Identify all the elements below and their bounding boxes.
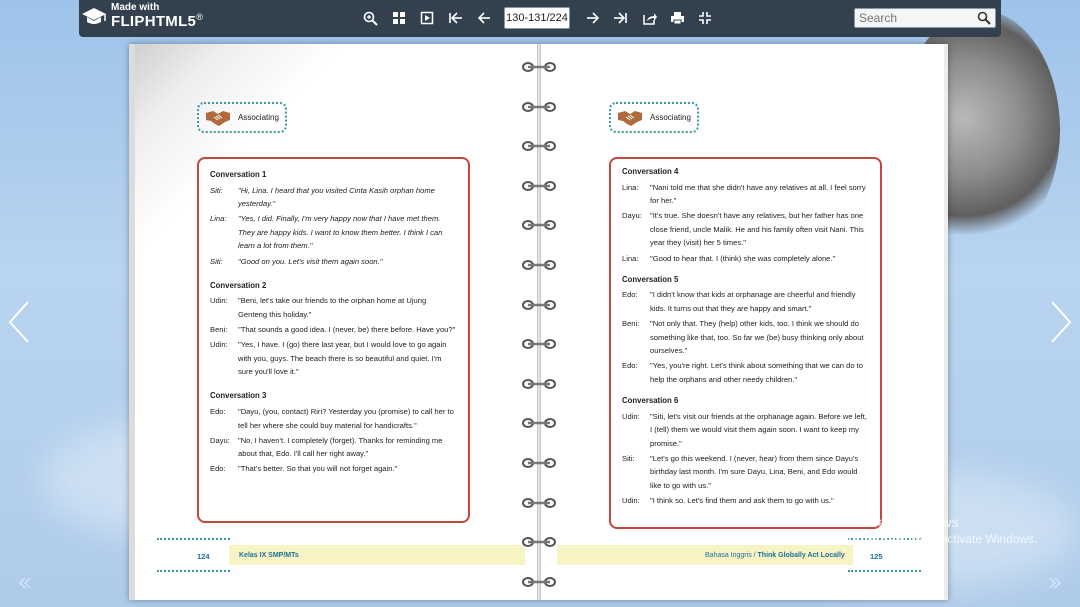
logo-brand: FLIPHTML5® bbox=[111, 12, 204, 30]
conversation-box bbox=[609, 157, 882, 529]
next-page-icon bbox=[585, 11, 600, 25]
dialogue-line bbox=[622, 288, 869, 315]
utterance: "Hi, Lina. I heard that you visited Cinta Kasih orphan home yesterday." bbox=[238, 185, 435, 209]
dialogue-line bbox=[622, 209, 869, 250]
speaker: Dayu: bbox=[622, 211, 642, 221]
conversation-1 bbox=[210, 168, 457, 268]
speaker: Udin: bbox=[210, 340, 228, 350]
spiral-ring bbox=[521, 534, 557, 544]
utterance: "It's true. She doesn't have any relatives, but her father has one close friend, uncle Malik. He and his family often visit Nani. This year they (visit) her 5 times." bbox=[650, 211, 864, 248]
utterance: "I didn't know that kids at orphanage are cheerful and friendly kids. It turns out that they are happy and smart." bbox=[650, 290, 856, 313]
handshake-icon bbox=[617, 109, 643, 127]
speaker: Lina: bbox=[622, 253, 639, 263]
toolbar bbox=[79, 0, 1001, 37]
conversation-title: Conversation 5 bbox=[622, 274, 679, 284]
utterance: "That sounds a good idea. I (never, be) there before. Have you?" bbox=[238, 324, 456, 334]
utterance: "Good on you. Let's visit them again soon." bbox=[238, 256, 383, 266]
share-icon bbox=[642, 11, 657, 25]
next-page-button[interactable] bbox=[582, 8, 602, 28]
associating-tag bbox=[609, 102, 699, 133]
last-page-icon bbox=[613, 11, 628, 25]
dialogue-line bbox=[622, 317, 869, 358]
first-page-icon bbox=[448, 11, 463, 25]
utterance: "Good to hear that. I (think) she was completely alone." bbox=[650, 253, 836, 263]
conversation-title: Conversation 4 bbox=[622, 167, 679, 176]
previous-page-button[interactable] bbox=[474, 8, 494, 28]
spiral-ring bbox=[521, 376, 557, 386]
graduation-cap-icon bbox=[81, 6, 107, 28]
dialogue-line bbox=[210, 462, 457, 476]
first-page-corner-button[interactable] bbox=[18, 576, 32, 588]
page-number-frame bbox=[157, 538, 230, 572]
speaker: Udin: bbox=[622, 411, 640, 421]
double-chevron-right-icon bbox=[1048, 577, 1062, 589]
single-page-button[interactable] bbox=[417, 8, 437, 28]
previous-page-arrow[interactable] bbox=[6, 300, 32, 344]
dialogue-line bbox=[622, 181, 869, 208]
fullscreen-button[interactable] bbox=[695, 8, 715, 28]
chevron-left-icon bbox=[6, 300, 32, 344]
dialogue-line bbox=[210, 434, 457, 461]
dialogue-line bbox=[622, 252, 869, 266]
conversation-5 bbox=[622, 273, 869, 387]
footer-text: Bahasa Inggris / Think Globally Act Locally bbox=[705, 552, 845, 559]
dialogue-line bbox=[210, 255, 457, 269]
utterance: "Yes, I have. I (go) there last year, but I would love to go again with you, guys. The beach there is so beautiful and quiet. I'm sure you'll love it." bbox=[238, 340, 447, 377]
spiral-ring bbox=[521, 257, 557, 267]
speaker: Edo: bbox=[210, 406, 226, 416]
flipbook[interactable] bbox=[129, 44, 948, 600]
page-indicator[interactable]: 130-131/224 bbox=[504, 7, 570, 29]
conversation-6 bbox=[622, 394, 869, 508]
speaker: Edo: bbox=[210, 464, 226, 474]
watermark-subtitle: Go to Settings to activate Windows. bbox=[848, 532, 1038, 546]
left-page[interactable] bbox=[129, 44, 537, 600]
utterance: "Yes, I did. Finally, I'm very happy now that I have met them. They are happy kids. I want to know them better. I think I can learn a lot from them." bbox=[238, 214, 443, 251]
next-page-arrow[interactable] bbox=[1048, 300, 1074, 344]
page-number: 125 bbox=[870, 552, 883, 561]
search-input[interactable] bbox=[859, 9, 973, 27]
conversation-4 bbox=[622, 165, 869, 265]
previous-page-icon bbox=[477, 11, 492, 25]
speaker: Udin: bbox=[622, 496, 640, 506]
associating-tag bbox=[197, 102, 287, 133]
dialogue-line bbox=[622, 452, 869, 493]
fullscreen-icon bbox=[698, 11, 712, 25]
print-icon bbox=[670, 11, 685, 25]
spiral-ring bbox=[521, 59, 557, 69]
chevron-right-icon bbox=[1048, 300, 1074, 344]
zoom-in-icon bbox=[363, 11, 378, 26]
speaker: Siti: bbox=[210, 256, 223, 266]
spiral-ring bbox=[521, 297, 557, 307]
search-icon bbox=[977, 11, 991, 25]
utterance: "I think so. Let's find them and ask them to go with us." bbox=[650, 496, 834, 506]
spiral-ring bbox=[521, 574, 557, 584]
last-page-button[interactable] bbox=[610, 8, 630, 28]
utterance: "No, I haven't. I completely (forget). Thanks for reminding me about that, Edo. I'll call her right away." bbox=[238, 435, 443, 459]
dialogue-line bbox=[210, 323, 457, 337]
dialogue-line bbox=[210, 184, 457, 211]
utterance: "Yes, you're right. Let's think about something that we can do to help the orphans and other needy children." bbox=[650, 361, 864, 384]
conversation-2 bbox=[210, 279, 457, 379]
single-page-icon bbox=[420, 11, 434, 25]
speaker: Udin: bbox=[210, 296, 228, 306]
utterance: "Let's go this weekend. I (never, hear) from them since Dayu's birthday last month. I'm sure Dayu, Lina, Beni, and Edo would like to go with us." bbox=[650, 453, 859, 490]
spiral-ring bbox=[521, 455, 557, 465]
utterance: "That's better. So that you will not forget again." bbox=[238, 464, 398, 474]
dialogue-line bbox=[622, 359, 869, 386]
utterance: "Dayu, (you, contact) Riri? Yesterday you (promise) to call her to tell her where she could buy material for handicrafts." bbox=[238, 406, 454, 430]
spiral-ring bbox=[521, 217, 557, 227]
double-chevron-left-icon bbox=[18, 577, 32, 589]
zoom-in-button[interactable] bbox=[360, 8, 380, 28]
conversation-title: Conversation 3 bbox=[210, 391, 267, 401]
tag-label: Associating bbox=[650, 113, 691, 122]
conversation-3 bbox=[210, 389, 457, 476]
dialogue-line bbox=[210, 405, 457, 432]
speaker: Edo: bbox=[622, 361, 638, 371]
dialogue-line bbox=[210, 212, 457, 253]
conversation-title: Conversation 1 bbox=[210, 170, 267, 179]
spiral-ring bbox=[521, 415, 557, 425]
speaker: Beni: bbox=[622, 318, 640, 328]
spiral-ring bbox=[521, 336, 557, 346]
speaker: Beni: bbox=[210, 324, 228, 334]
handshake-icon bbox=[205, 109, 231, 127]
footer-text: Kelas IX SMP/MTs bbox=[239, 552, 299, 559]
speaker: Dayu: bbox=[210, 435, 230, 445]
utterance: "Nani told me that she didn't have any relatives at all. I feel sorry for her." bbox=[650, 182, 866, 206]
speaker: Siti: bbox=[622, 453, 635, 463]
dialogue-line bbox=[622, 494, 869, 508]
first-page-button[interactable] bbox=[445, 8, 465, 28]
dialogue-line bbox=[210, 294, 457, 321]
logo-tagline: Made with bbox=[111, 2, 160, 13]
page-number: 124 bbox=[197, 552, 210, 561]
speaker: Edo: bbox=[622, 290, 638, 300]
dialogue-line bbox=[210, 338, 457, 379]
conversation-box bbox=[197, 157, 470, 523]
share-button[interactable] bbox=[639, 8, 659, 28]
utterance: "Siti, let's visit our friends at the orphanage again. Before we left, I (tell) them we would visit them again soon. I want to keep my promise." bbox=[650, 411, 867, 448]
print-button[interactable] bbox=[667, 8, 687, 28]
spiral-ring bbox=[521, 138, 557, 148]
watermark-title: Activate Windows bbox=[848, 514, 959, 530]
speaker: Lina: bbox=[622, 182, 639, 192]
tag-label: Associating bbox=[238, 113, 279, 122]
spiral-ring bbox=[521, 99, 557, 109]
speaker: Siti: bbox=[210, 185, 223, 195]
search-button[interactable] bbox=[977, 11, 991, 25]
dialogue-line bbox=[622, 410, 869, 451]
utterance: "Beni, let's take our friends to the orphan home at Ujung Genteng this holiday." bbox=[238, 296, 427, 319]
speaker: Lina: bbox=[210, 214, 227, 224]
utterance: "Not only that. They (help) other kids, too. I think we should do something like that, too. So far we (be) busy thinking only about ourselves." bbox=[650, 318, 864, 356]
conversation-title: Conversation 6 bbox=[622, 395, 679, 405]
activate-windows-watermark bbox=[848, 514, 1037, 546]
spiral-ring bbox=[521, 178, 557, 188]
fliphtml5-logo[interactable] bbox=[79, 3, 203, 30]
spiral-ring bbox=[521, 495, 557, 505]
search-box bbox=[854, 8, 996, 28]
thumbnails-icon bbox=[392, 11, 406, 25]
last-page-corner-button[interactable] bbox=[1048, 576, 1062, 588]
conversation-title: Conversation 2 bbox=[210, 280, 267, 290]
thumbnails-button[interactable] bbox=[389, 8, 409, 28]
